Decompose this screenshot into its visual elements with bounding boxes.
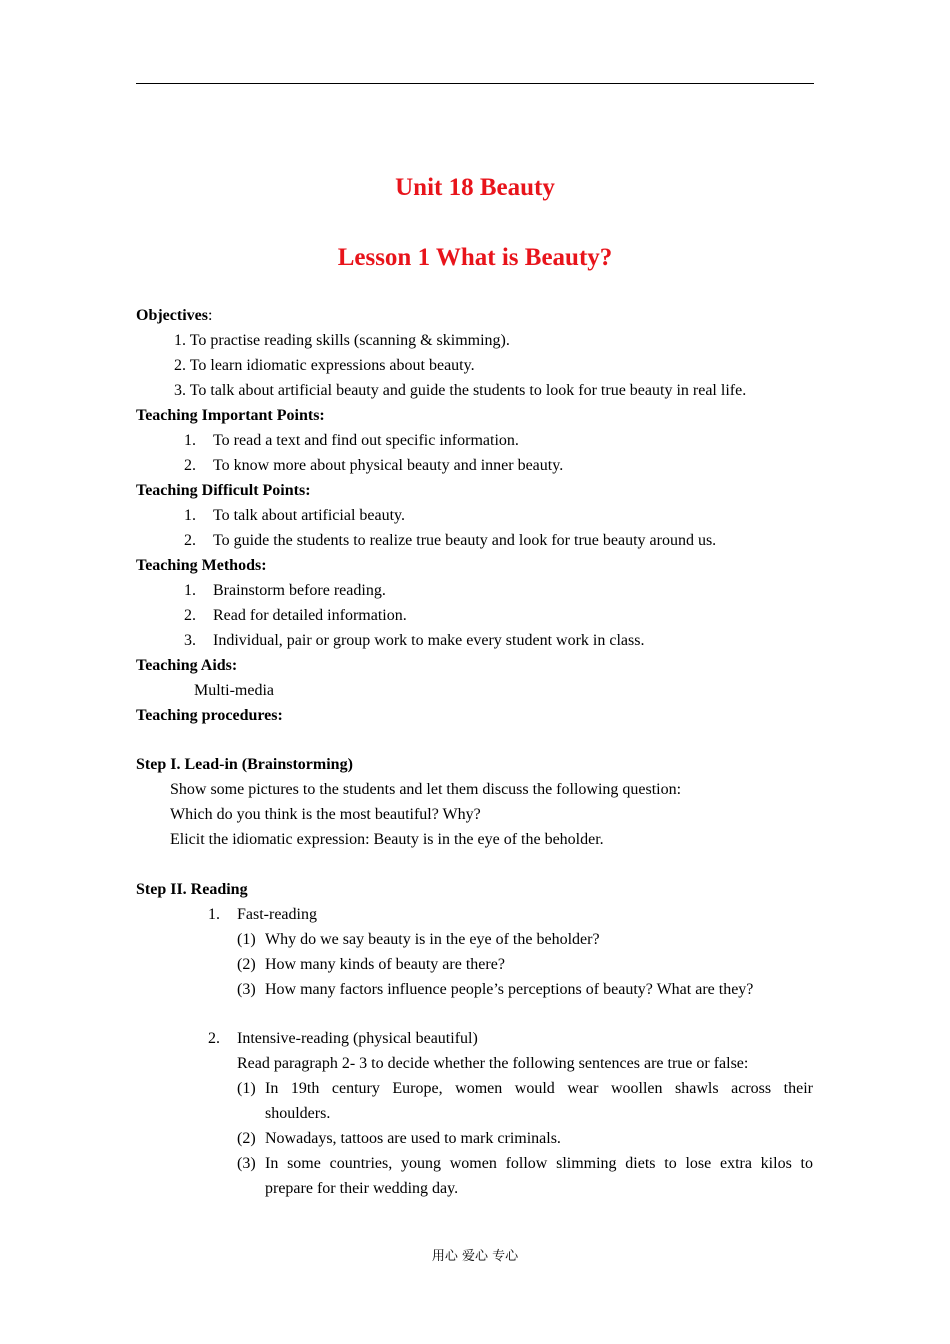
- objective-item: 2. To learn idiomatic expressions about beauty.: [174, 357, 475, 374]
- statement-text: shoulders.: [265, 1105, 331, 1122]
- objectives-heading-line: [136, 306, 212, 326]
- header-rule: [136, 83, 814, 84]
- question-text: How many kinds of beauty are there?: [265, 956, 505, 973]
- procedures-heading: Teaching procedures:: [136, 707, 283, 724]
- part2-instruction: Read paragraph 2- 3 to decide whether the following sentences are true or false:: [237, 1055, 749, 1072]
- statement-number: (1): [237, 1080, 256, 1097]
- lesson-title: Lesson 1 What is Beauty?: [337, 244, 613, 271]
- objective-item: 3. To talk about artificial beauty and guide the students to look for true beauty in real life.: [174, 382, 747, 399]
- step1-line: Elicit the idiomatic expression: Beauty is in the eye of the beholder.: [170, 831, 604, 848]
- list-number: 2.: [184, 532, 196, 549]
- question-text: Why do we say beauty is in the eye of the beholder?: [265, 931, 600, 948]
- statement-text: prepare for their wedding day.: [265, 1180, 459, 1197]
- statement-number: (3): [237, 1155, 256, 1172]
- important-points-heading: Teaching Important Points:: [136, 407, 325, 424]
- page-footer: 用心 爱心 专心: [431, 1249, 519, 1264]
- question-number: (3): [237, 981, 256, 998]
- difficult-points-heading: Teaching Difficult Points:: [136, 482, 311, 499]
- list-number: 2.: [208, 1030, 220, 1047]
- unit-title: Unit 18 Beauty: [395, 174, 555, 201]
- list-number: 2.: [184, 607, 196, 624]
- objectives-colon: :: [207, 307, 213, 324]
- aids-heading: Teaching Aids:: [136, 657, 238, 674]
- list-item: To know more about physical beauty and inner beauty.: [213, 457, 564, 474]
- aids-text: Multi-media: [194, 682, 274, 699]
- question-text: How many factors influence people’s perceptions of beauty? What are they?: [265, 981, 754, 998]
- list-item: Read for detailed information.: [213, 607, 407, 624]
- list-number: 2.: [184, 457, 196, 474]
- question-number: (2): [237, 956, 256, 973]
- statement-number: (2): [237, 1130, 256, 1147]
- list-number: 3.: [184, 632, 196, 649]
- list-number: 1.: [184, 582, 196, 599]
- list-item: Individual, pair or group work to make every student work in class.: [213, 632, 645, 649]
- list-item: To guide the students to realize true beauty and look for true beauty around us.: [213, 532, 717, 549]
- step1-line: Show some pictures to the students and let them discuss the following question:: [170, 781, 682, 798]
- list-number: 1.: [184, 432, 196, 449]
- list-item: Brainstorm before reading.: [213, 582, 386, 599]
- step1-heading: Step I. Lead-in (Brainstorming): [136, 756, 353, 773]
- statement-text: In some countries, young women follow slimming diets to lose extra kilos to: [265, 1155, 813, 1172]
- question-number: (1): [237, 931, 256, 948]
- objective-item: 1. To practise reading skills (scanning & skimming).: [174, 332, 510, 349]
- part1-title: Fast-reading: [237, 906, 317, 923]
- statement-text: Nowadays, tattoos are used to mark criminals.: [265, 1130, 561, 1147]
- step1-line: Which do you think is the most beautiful? Why?: [170, 806, 481, 823]
- list-item: To talk about artificial beauty.: [213, 507, 405, 524]
- list-item: To read a text and find out specific information.: [213, 432, 519, 449]
- methods-heading: Teaching Methods:: [136, 557, 267, 574]
- list-number: 1.: [184, 507, 196, 524]
- objectives-heading: Objectives: [136, 307, 208, 324]
- statement-text: In 19th century Europe, women would wear woollen shawls across their: [265, 1080, 813, 1097]
- step2-heading: Step II. Reading: [136, 881, 248, 898]
- list-number: 1.: [208, 906, 220, 923]
- part2-title: Intensive-reading (physical beautiful): [237, 1030, 478, 1047]
